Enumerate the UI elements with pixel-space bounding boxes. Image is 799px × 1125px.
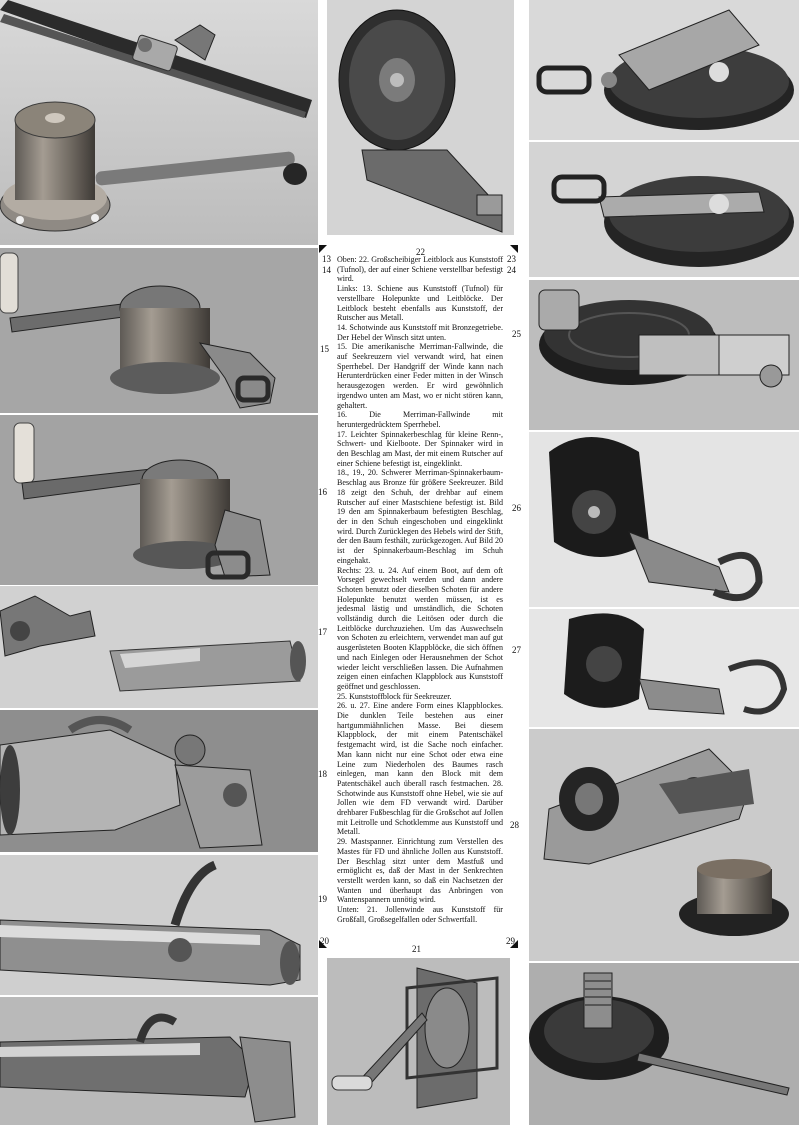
caption-paragraph: Rechts: 23. u. 24. Auf einem Boot, auf dem oft Vorsegel gewechselt werden und dann andere Schoten benutzt oder dieselben Schoten für andere Holepunkte benutzt werden müssen, ist es jedesmal lästig und umständlich, die Schoten vollständig durch die Leitösen oder durch die Leitblöcke durchzuziehen. Um das Auswechseln von Schoten zu erleichtern, verwendet man auf gut ausgerüsteten Booten Klappblöcke, die sich öffnen und nach Einlegen oder Herausnehmen der Schot wieder leicht verschließen lassen. Die Aufnahmen zeigen einen einfachen Klappblock aus Kunststoff geöffnet und geschlossen. xyxy=(337,565,503,691)
photo-block-with-shackle xyxy=(529,432,799,607)
corner-marker-top-left xyxy=(319,245,327,253)
photo-block-shackle-open xyxy=(529,609,799,727)
caption-paragraph: Oben: 22. Großscheibiger Leitblock aus Kunststoff (Tufnol), der auf einer Schiene verstellbar befestigt wird. xyxy=(337,255,503,284)
figure-number-14: 14 xyxy=(322,265,331,275)
figure-number-15: 15 xyxy=(320,344,329,354)
photo-mast-tensioner xyxy=(529,963,799,1125)
figure-number-13: 13 xyxy=(322,254,331,264)
photo-dinghy-winch xyxy=(327,958,510,1125)
caption-paragraph: 15. Die amerikanische Merriman-Fallwinde, die auf Seekreuzern viel verwandt wird, hat einen Sperrhebel. Der Handgriff der Winde kann nach Herunterdrücken einer Feder mitten in der Winsch herausgezogen werden. Er wird gewöhnlich irgendwo unten am Mast, wo er nicht stören kann, gehaltert. xyxy=(337,342,503,410)
figure-number-24: 24 xyxy=(507,265,516,275)
photo-plastic-block xyxy=(529,280,799,430)
figure-number-19: 19 xyxy=(318,894,327,904)
caption-paragraph: 16. Die Merriman-Fallwinde mit heruntergedrücktem Sperrhebel. xyxy=(337,410,503,429)
figure-number-21: 21 xyxy=(412,944,421,954)
caption-paragraph: 26. u. 27. Eine andere Form eines Klappblockes. Die dunklen Teile bestehen aus einer hartgummiähnlichen Masse. Bei diesem Klappblock, der mit einem Patentschäkel festgemacht wird, ist die Sache noch einfacher. Man kann nicht nur eine Schot oder etwa eine Leine zum Niederholen des Baumes rasch einlegen, man kann den Block mit dem Patentschäkel auch überall rasch festmachen. 28. Schotwinde aus Kunststoff ohne Hebel, wie sie auf Jollen wie dem FD verwandt wird. Darüber drehbarer Fußbeschlag für die Großschot auf Jollen mit Leitrolle und Schotklemme aus Kunststoff und Metall. xyxy=(337,701,503,837)
caption-paragraph: 25. Kunststoffblock für Seekreuzer. xyxy=(337,691,452,701)
figure-number-28: 28 xyxy=(510,820,519,830)
figure-number-27: 27 xyxy=(512,645,521,655)
photo-foot-fitting-and-winch xyxy=(529,729,799,961)
figure-number-26: 26 xyxy=(512,503,521,513)
figure-number-23: 23 xyxy=(507,254,516,264)
caption-paragraph: Links: 13. Schiene aus Kunststoff (Tufnol) für verstellbare Holepunkte und Leitblöcke. Der Leitblock besteht ebenfalls aus Kunststoff, der Rutscher aus Metall. xyxy=(337,284,503,323)
caption-column xyxy=(337,255,503,945)
photo-spinnaker-fitting-light xyxy=(0,586,318,708)
caption-paragraph: Unten: 21. Jollenwinde aus Kunststoff für Großfall, Großsegelfallen oder Schwertfall. xyxy=(337,905,503,924)
photo-spinnaker-beam-fitting xyxy=(0,855,318,995)
photo-merriman-winch xyxy=(0,248,318,413)
figure-number-20: 20 xyxy=(320,936,329,946)
figure-number-22: 22 xyxy=(416,247,425,257)
caption-paragraph: 29. Mastspanner. Einrichtung zum Verstellen des Mastes für FD und ähnliche Jollen aus Kunststoff. Der Beschlag sitzt unter dem Mastfuß und ermöglicht es, daß der Mast in der Senkrechten verstellt werden kann, so daß ein Nachsetzen der Wanten und überhaupt das Anbringen von Wantenspannern unnötig wird. xyxy=(337,837,503,905)
corner-marker-top-right xyxy=(510,245,518,253)
photo-snatch-block-closed xyxy=(529,142,799,277)
photo-spinnaker-shoe xyxy=(0,710,318,852)
figure-number-25: 25 xyxy=(512,329,521,339)
photo-merriman-winch-pressed xyxy=(0,415,318,585)
photo-spinnaker-fitting-hooked xyxy=(0,997,318,1125)
photo-snatch-block-open xyxy=(529,0,799,140)
figure-number-16: 16 xyxy=(318,487,327,497)
figure-number-17: 17 xyxy=(318,627,327,637)
figure-number-29: 29 xyxy=(506,936,515,946)
photo-rail-and-winch xyxy=(0,0,318,245)
caption-paragraph: 14. Schotwinde aus Kunststoff mit Bronzegetriebe. Der Hebel der Winsch sitzt unten. xyxy=(337,322,503,342)
figure-number-18: 18 xyxy=(318,769,327,779)
photo-large-sheave-block xyxy=(327,0,514,235)
caption-paragraph: 17. Leichter Spinnakerbeschlag für kleine Renn-, Schwert- und Kielboote. Der Spinnaker wird in den Beschlag am Mast, der mit einem Rutscher auf einer Schiene befestigt ist, eingeklinkt. xyxy=(337,429,503,468)
caption-paragraph: 18., 19., 20. Schwerer Merriman-Spinnakerbaum-Beschlag aus Bronze für größere Seekreuzer. Bild 18 zeigt den Schuh, der drehbar auf einem Rutscher auf einer Mastschiene befestigt ist. Bild 19 den am Spinnakerbaum befestigten Beschlag, der in den Schuh eingeschoben und eingeklinkt wird. Durch Zurücklegen des Hebels wird der Stift, der den Baum festhält, zurückgezogen. Auf Bild 20 ist der Spinnakerbaum-Beschlag im Schuh eingehakt. xyxy=(337,468,503,565)
